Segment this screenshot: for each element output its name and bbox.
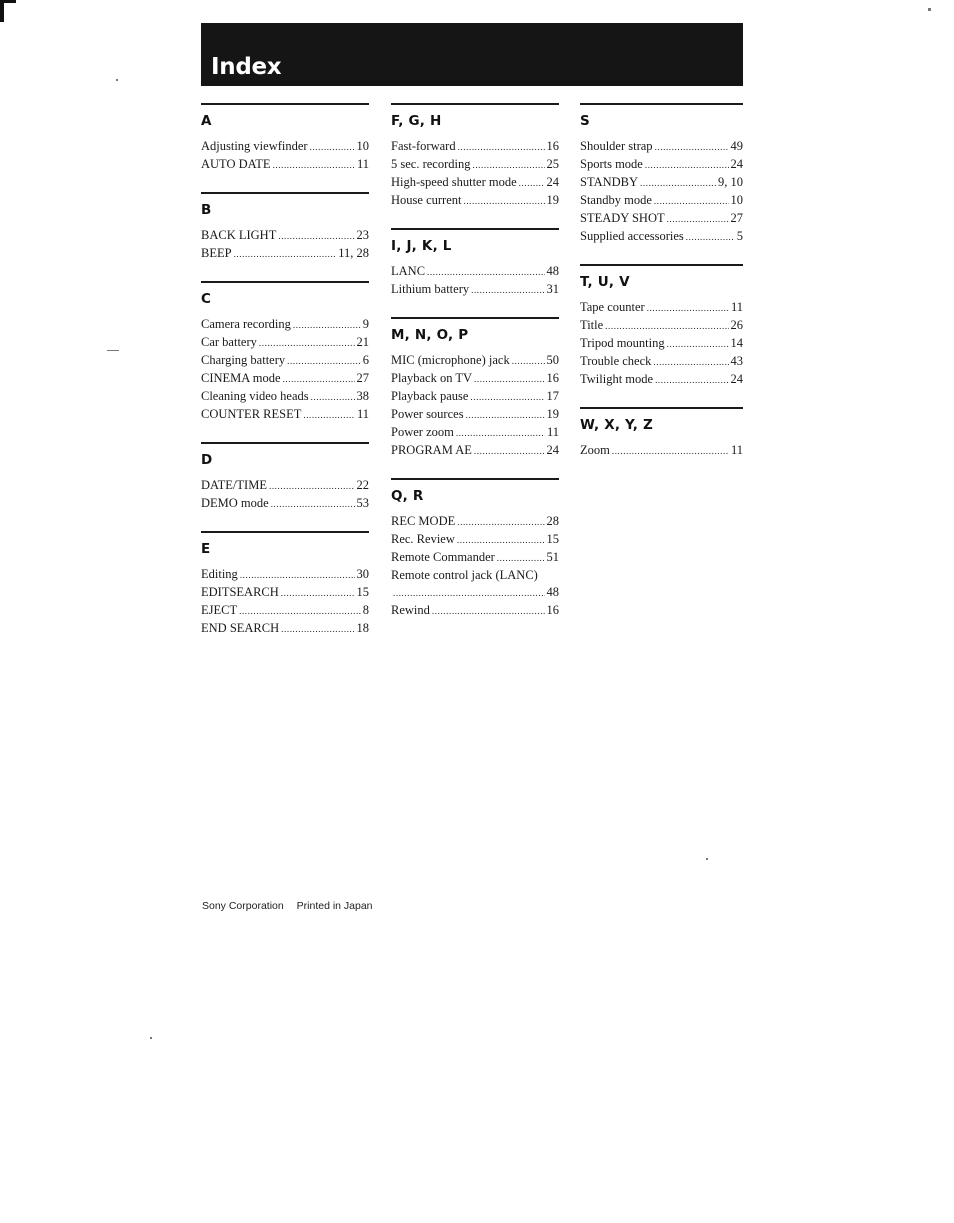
entry-page: 24 — [546, 175, 559, 189]
leader-dots — [647, 299, 729, 317]
entry-term: 5 sec. recording — [391, 157, 471, 171]
leader-dots — [470, 388, 544, 406]
entry-page: 51 — [546, 550, 559, 564]
entry-term: Playback pause — [391, 389, 469, 403]
entry-term: LANC — [391, 264, 426, 278]
entry-page: 49 — [730, 139, 743, 153]
index-entry — [391, 370, 559, 388]
section-rule — [391, 228, 559, 230]
scan-speck — [107, 350, 119, 351]
entry-page: 28 — [546, 514, 559, 528]
index-entry — [391, 549, 559, 567]
leader-dots — [458, 138, 545, 156]
leader-dots — [240, 566, 355, 584]
entry-term: Supplied accessories — [580, 229, 684, 243]
section-rule — [201, 442, 369, 444]
leader-dots — [612, 442, 729, 460]
entry-page: 10 — [356, 139, 369, 153]
entry-page: 27 — [356, 371, 369, 385]
leader-dots — [512, 352, 545, 370]
leader-dots — [432, 602, 545, 620]
section-letter: E — [201, 541, 211, 557]
index-entry — [201, 156, 369, 174]
index-entry — [201, 388, 369, 406]
entry-term: Zoom — [580, 443, 610, 457]
entry-page: 16 — [546, 371, 559, 385]
leader-dots — [271, 495, 355, 513]
crop-mark — [0, 0, 4, 22]
entry-page: 16 — [546, 139, 559, 153]
leader-dots — [471, 281, 544, 299]
index-section — [580, 407, 743, 460]
section-letter: F, G, H — [391, 113, 442, 129]
index-entry — [391, 352, 559, 370]
entry-term: EJECT — [201, 603, 238, 617]
section-rule — [201, 192, 369, 194]
entry-term: Remote control jack (LANC) — [391, 568, 538, 582]
index-entry — [580, 371, 743, 389]
entry-term: Camera recording — [201, 317, 291, 331]
leader-dots — [519, 174, 545, 192]
leader-dots — [667, 210, 729, 228]
section-letter: M, N, O, P — [391, 327, 469, 343]
leader-dots — [457, 531, 545, 549]
index-entry — [201, 138, 369, 156]
index-section — [391, 478, 559, 620]
index-section — [391, 317, 559, 460]
section-letter: D — [201, 452, 213, 468]
entry-page: 30 — [356, 567, 369, 581]
index-entry — [391, 281, 559, 299]
index-section — [201, 103, 369, 174]
leader-dots — [281, 620, 354, 638]
leader-dots — [234, 245, 337, 263]
entry-page: 18 — [356, 621, 369, 635]
index-column-2 — [391, 103, 559, 638]
entry-page: 5 — [736, 229, 743, 243]
entry-term: Power zoom — [391, 425, 454, 439]
page-title: Index — [211, 54, 282, 80]
entry-term: DATE/TIME — [201, 478, 267, 492]
index-entry — [580, 299, 743, 317]
entry-page: 6 — [362, 353, 369, 367]
leader-dots — [273, 156, 355, 174]
section-letter: A — [201, 113, 212, 129]
entry-page: 24 — [730, 372, 743, 386]
entry-term: Standby mode — [580, 193, 652, 207]
leader-dots — [655, 138, 729, 156]
entry-term: MIC (microphone) jack — [391, 353, 510, 367]
index-entry — [391, 156, 559, 174]
index-section — [580, 103, 743, 246]
entry-page: 14 — [730, 336, 743, 350]
entry-page: 48 — [546, 585, 559, 599]
index-entry — [201, 370, 369, 388]
entry-page: 11, 28 — [338, 246, 369, 260]
entry-term: Editing — [201, 567, 238, 581]
entry-term: EDITSEARCH — [201, 585, 279, 599]
leader-dots — [653, 353, 728, 371]
section-rule — [391, 103, 559, 105]
leader-dots — [645, 156, 729, 174]
section-letter: I, J, K, L — [391, 238, 452, 254]
entry-page: 43 — [730, 354, 743, 368]
entry-term: STANDBY — [580, 175, 639, 189]
index-entry — [580, 317, 743, 335]
index-entry-continued — [391, 584, 559, 602]
index-entry — [580, 156, 743, 174]
index-entry — [201, 352, 369, 370]
footer — [202, 900, 373, 912]
index-column-3 — [580, 103, 743, 478]
entry-term: Playback on TV — [391, 371, 473, 385]
entry-term: STEADY SHOT — [580, 211, 665, 225]
leader-dots — [472, 156, 544, 174]
entry-page: 21 — [356, 335, 369, 349]
index-entry — [391, 388, 559, 406]
leader-dots — [456, 424, 545, 442]
index-entry — [201, 584, 369, 602]
entry-term: BEEP — [201, 246, 232, 260]
entry-term: Sports mode — [580, 157, 643, 171]
index-entry — [580, 210, 743, 228]
entry-page: 24 — [730, 157, 743, 171]
entry-term: AUTO DATE — [201, 157, 271, 171]
section-rule — [391, 478, 559, 480]
entry-term: Title — [580, 318, 604, 332]
entry-page: 24 — [546, 443, 559, 457]
leader-dots — [259, 334, 355, 352]
scan-speck — [116, 79, 118, 81]
leader-dots — [457, 513, 544, 531]
entry-page: 9, 10 — [718, 175, 743, 189]
entry-page: 11 — [730, 300, 743, 314]
entry-term: COUNTER RESET — [201, 407, 302, 421]
entry-page: 11 — [356, 157, 369, 171]
entry-page: 27 — [730, 211, 743, 225]
index-entry — [391, 138, 559, 156]
index-section — [201, 531, 369, 638]
leader-dots — [269, 477, 355, 495]
section-letter: S — [580, 113, 590, 129]
entry-term: House current — [391, 193, 462, 207]
entry-page: 11 — [730, 443, 743, 457]
index-entry — [580, 192, 743, 210]
index-entry — [391, 406, 559, 424]
entry-page: 53 — [356, 496, 369, 510]
entry-term: Remote Commander — [391, 550, 495, 564]
leader-dots — [667, 335, 729, 353]
index-entry — [201, 620, 369, 638]
section-rule — [201, 281, 369, 283]
index-entry — [391, 192, 559, 210]
entry-term: Tape counter — [580, 300, 645, 314]
entry-page: 11 — [356, 407, 369, 421]
leader-dots — [605, 317, 728, 335]
entry-page: 8 — [362, 603, 369, 617]
index-entry — [391, 424, 559, 442]
entry-page: 16 — [546, 603, 559, 617]
index-section — [201, 281, 369, 424]
leader-dots — [497, 549, 545, 567]
leader-dots — [239, 602, 361, 620]
index-entry — [580, 228, 743, 246]
leader-dots — [283, 370, 355, 388]
index-section — [201, 192, 369, 263]
entry-page: 31 — [546, 282, 559, 296]
section-rule — [201, 103, 369, 105]
entry-page: 19 — [546, 193, 559, 207]
section-letter: Q, R — [391, 488, 424, 504]
entry-term: Rec. Review — [391, 532, 455, 546]
index-entry — [391, 442, 559, 460]
header-bar — [201, 23, 743, 86]
index-entry — [201, 495, 369, 513]
section-letter: T, U, V — [580, 274, 630, 290]
scan-speck — [928, 8, 931, 11]
index-entry — [201, 602, 369, 620]
index-entry — [201, 477, 369, 495]
entry-term: Shoulder strap — [580, 139, 653, 153]
index-entry — [580, 442, 743, 460]
section-letter: C — [201, 291, 212, 307]
leader-dots — [466, 406, 545, 424]
index-entry — [391, 531, 559, 549]
leader-dots — [686, 228, 735, 246]
entry-term: Twilight mode — [580, 372, 654, 386]
scan-speck — [706, 858, 708, 860]
leader-dots — [474, 370, 544, 388]
footer-printed: Printed in Japan — [296, 900, 373, 912]
index-entry — [201, 227, 369, 245]
leader-dots — [654, 192, 729, 210]
leader-dots — [281, 584, 355, 602]
scan-speck — [150, 1037, 152, 1039]
leader-dots — [287, 352, 361, 370]
entry-page: 10 — [730, 193, 743, 207]
footer-company: Sony Corporation — [202, 900, 284, 912]
index-entry — [580, 335, 743, 353]
index-entry — [201, 316, 369, 334]
index-section — [391, 103, 559, 210]
section-rule — [391, 317, 559, 319]
index-entry — [391, 602, 559, 620]
section-rule — [580, 103, 743, 105]
entry-term: Lithium battery — [391, 282, 470, 296]
section-rule — [580, 407, 743, 409]
entry-term: Cleaning video heads — [201, 389, 309, 403]
leader-dots — [311, 388, 355, 406]
entry-page: 17 — [546, 389, 559, 403]
entry-page: 26 — [730, 318, 743, 332]
entry-term: Adjusting viewfinder — [201, 139, 308, 153]
leader-dots — [463, 192, 544, 210]
entry-term: CINEMA mode — [201, 371, 281, 385]
section-letter: W, X, Y, Z — [580, 417, 654, 433]
leader-dots — [278, 227, 354, 245]
entry-page: 9 — [362, 317, 369, 331]
entry-term: REC MODE — [391, 514, 456, 528]
entry-term: Tripod mounting — [580, 336, 665, 350]
entry-page: 19 — [546, 407, 559, 421]
entry-term: END SEARCH — [201, 621, 280, 635]
entry-page: 23 — [356, 228, 369, 242]
index-entry — [391, 174, 559, 192]
index-entry — [201, 406, 369, 424]
leader-dots — [640, 174, 716, 192]
entry-term: BACK LIGHT — [201, 228, 277, 242]
entry-term: Car battery — [201, 335, 257, 349]
leader-dots — [303, 406, 355, 424]
index-section — [201, 442, 369, 513]
section-letter: B — [201, 202, 212, 218]
section-rule — [580, 264, 743, 266]
entry-term: Trouble check — [580, 354, 652, 368]
leader-dots — [310, 138, 355, 156]
index-section — [580, 264, 743, 389]
entry-term: Rewind — [391, 603, 430, 617]
entry-page: 15 — [546, 532, 559, 546]
entry-page: 25 — [546, 157, 559, 171]
index-section — [391, 228, 559, 299]
index-entry — [201, 334, 369, 352]
entry-page: 22 — [356, 478, 369, 492]
index-entry — [391, 263, 559, 281]
entry-page: 11 — [546, 425, 559, 439]
entry-term: Charging battery — [201, 353, 286, 367]
entry-term: DEMO mode — [201, 496, 269, 510]
entry-term: Power sources — [391, 407, 464, 421]
leader-dots — [393, 584, 545, 602]
entry-page: 48 — [546, 264, 559, 278]
leader-dots — [427, 263, 544, 281]
entry-page: 50 — [546, 353, 559, 367]
index-entry — [391, 567, 559, 584]
index-column-1 — [201, 103, 369, 656]
leader-dots — [293, 316, 361, 334]
section-rule — [201, 531, 369, 533]
entry-term: High-speed shutter mode — [391, 175, 517, 189]
index-entry — [580, 174, 743, 192]
index-entry — [201, 566, 369, 584]
index-entry — [580, 353, 743, 371]
leader-dots — [474, 442, 545, 460]
index-entry — [201, 245, 369, 263]
entry-term: Fast-forward — [391, 139, 456, 153]
leader-dots — [655, 371, 728, 389]
index-entry — [580, 138, 743, 156]
entry-page: 38 — [356, 389, 369, 403]
entry-page: 15 — [356, 585, 369, 599]
entry-term: PROGRAM AE — [391, 443, 472, 457]
index-entry — [391, 513, 559, 531]
